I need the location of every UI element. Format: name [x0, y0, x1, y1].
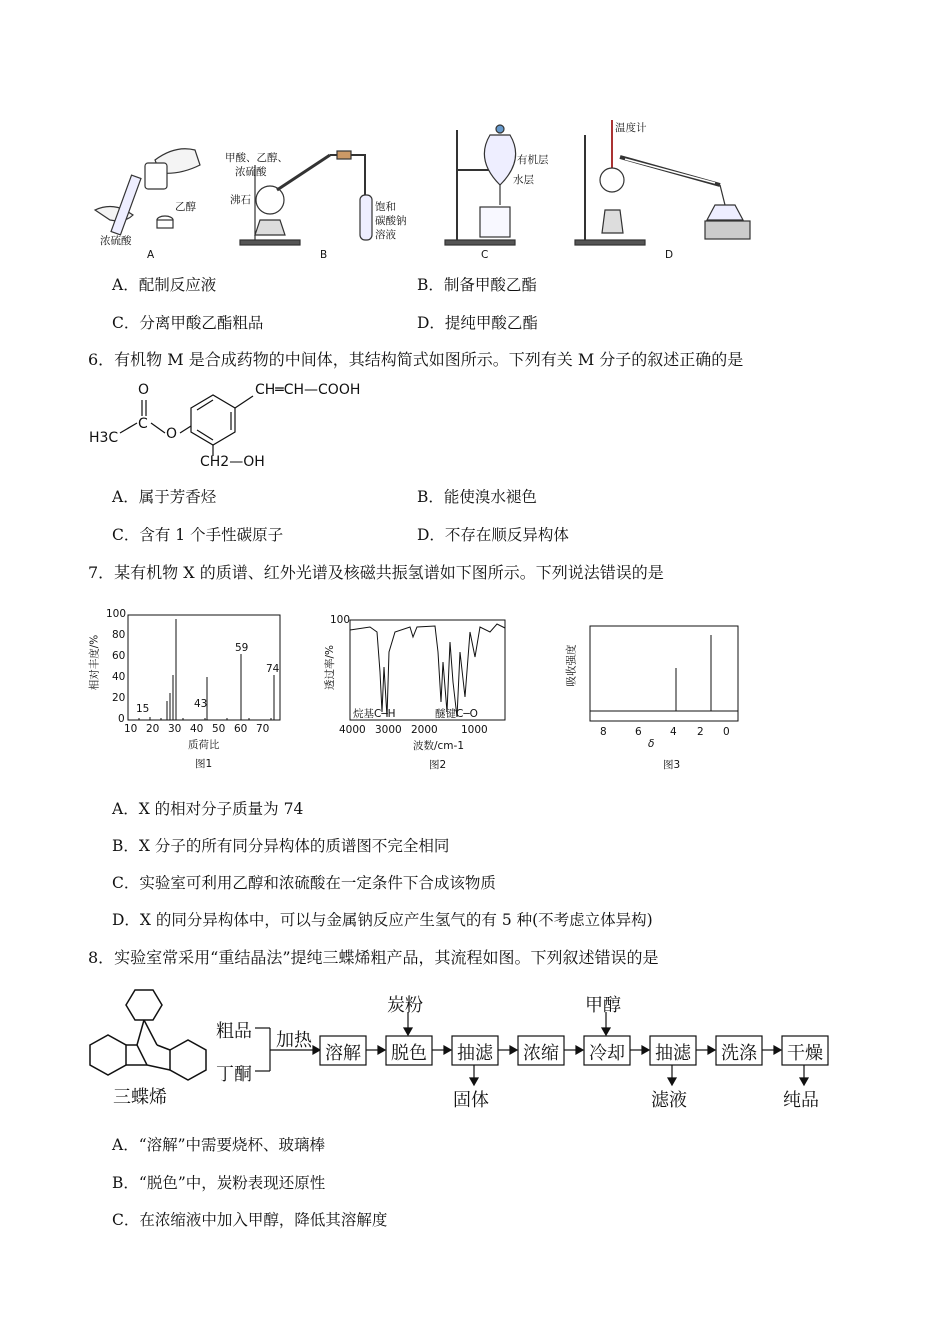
fig3-nmr-spectrum — [560, 618, 760, 778]
fig1-peak-label-74: 74 — [266, 663, 280, 675]
fig1-xtick-60: 60 — [234, 723, 248, 735]
struct-o-top: O — [138, 382, 150, 398]
fig3-xtick-4: 4 — [670, 726, 677, 738]
label-b-reagents-2: 浓硫酸 — [235, 166, 267, 178]
apparatus-a-drawing — [95, 149, 200, 235]
fig2-xtick-3000: 3000 — [375, 724, 402, 736]
q6-stem: 6．有机物 M 是合成药物的中间体，其结构简式如图所示。下列有关 M 分子的叙述正确的是 — [88, 350, 744, 369]
label-thermometer: 温度计 — [615, 122, 647, 134]
struct-o-ring: O — [166, 426, 178, 442]
label-water-layer: 水层 — [513, 174, 534, 186]
label-conc-sulfuric-acid: 浓硫酸 — [100, 235, 132, 247]
fig2-xtick-2000: 2000 — [411, 724, 438, 736]
fig1-peak-label-15: 15 — [136, 703, 150, 715]
flow-below-filtrate: 滤液 — [651, 1090, 687, 1111]
label-boiling-stone: 沸石 — [230, 194, 251, 206]
flow-step-dry: 干燥 — [787, 1043, 823, 1064]
fig1-peak-label-43: 43 — [194, 698, 208, 710]
q8-option-a: A．“溶解”中需要烧杯、玻璃棒 — [112, 1136, 326, 1154]
flow-above-carbon: 炭粉 — [387, 995, 423, 1016]
fig2-caption: 图2 — [429, 759, 447, 771]
flow-step-wash: 洗涤 — [721, 1043, 757, 1064]
q6-option-c: C．含有 1 个手性碳原子 — [112, 526, 284, 544]
apparatus-d-drawing — [575, 120, 750, 245]
flow-step-dissolve: 溶解 — [325, 1043, 361, 1064]
fig1-xtick-40: 40 — [190, 723, 204, 735]
flow-below-solid: 固体 — [453, 1090, 489, 1111]
fig3-xtick-8: 8 — [600, 726, 607, 738]
fig1-xtick-30: 30 — [168, 723, 182, 735]
fig2-ylabel: 透过率/% — [324, 644, 337, 691]
flow-input-butanone: 丁酮 — [216, 1064, 252, 1085]
fig3-caption: 图3 — [663, 759, 681, 771]
q7-option-c: C．实验室可利用乙醇和浓硫酸在一定条件下合成该物质 — [112, 874, 496, 892]
struct-h3c: H3C — [89, 430, 119, 446]
flow-step-filter-1: 抽滤 — [457, 1043, 493, 1064]
fig2-xtick-4000: 4000 — [339, 724, 366, 736]
fig1-ylabel: 相对丰度/% — [88, 634, 101, 691]
fig3-xtick-2: 2 — [697, 726, 704, 738]
label-saturated-2: 碳酸钠 — [375, 215, 407, 227]
q8-option-b: B．“脱色”中，炭粉表现还原性 — [112, 1174, 326, 1192]
flow-step-decolor: 脱色 — [391, 1043, 427, 1064]
triptycene-name: 三蝶烯 — [113, 1087, 167, 1108]
q6-option-b: B．能使溴水褪色 — [417, 488, 537, 506]
q7-option-b: B．X 分子的所有同分异构体的质谱图不完全相同 — [112, 837, 450, 855]
q5-apparatus-figure — [85, 115, 775, 265]
apparatus-drawings — [85, 115, 775, 265]
label-c: C — [481, 249, 489, 261]
q6-option-d: D．不存在顺反异构体 — [417, 526, 569, 544]
fig3-plot — [560, 618, 760, 778]
q7-option-a: A．X 的相对分子质量为 74 — [112, 800, 304, 818]
fig1-mass-spectrum — [90, 605, 290, 775]
fig2-plot — [325, 612, 525, 782]
label-saturated-3: 溶液 — [375, 229, 396, 241]
label-saturated-1: 饱和 — [375, 201, 396, 213]
q6-structure — [85, 378, 405, 473]
fig3-xlabel: δ — [648, 738, 655, 750]
fig1-ytick-80: 80 — [112, 629, 126, 641]
flow-above-methanol: 甲醇 — [585, 995, 621, 1016]
flow-heat: 加热 — [276, 1030, 312, 1051]
fig2-band-ether: 醚键C─O — [435, 708, 478, 720]
fig1-xlabel: 质荷比 — [188, 739, 220, 751]
struct-ch2oh: CH2—OH — [200, 454, 265, 470]
q6-option-a: A．属于芳香烃 — [112, 488, 217, 506]
q8-flowchart — [210, 990, 840, 1115]
fig1-ytick-0: 0 — [118, 713, 125, 725]
q5-option-b: B．制备甲酸乙酯 — [417, 276, 537, 294]
q5-option-d: D．提纯甲酸乙酯 — [417, 314, 538, 332]
fig1-xtick-20: 20 — [146, 723, 160, 735]
fig1-caption: 图1 — [195, 758, 213, 770]
label-b-reagents-1: 甲酸、乙醇、 — [225, 152, 288, 164]
flow-step-cool: 冷却 — [589, 1043, 625, 1064]
fig2-ir-spectrum — [325, 612, 525, 782]
flow-input-crude: 粗品 — [216, 1021, 252, 1042]
fig3-ylabel: 吸收强度 — [565, 644, 578, 687]
label-b: B — [320, 249, 328, 261]
struct-c: C — [138, 416, 148, 432]
label-ethanol: 乙醇 — [175, 201, 196, 213]
q5-option-c: C．分离甲酸乙酯粗品 — [112, 314, 264, 332]
q7-stem: 7．某有机物 X 的质谱、红外光谱及核磁共振氢谱如下图所示。下列说法错误的是 — [88, 563, 664, 582]
fig1-ytick-40: 40 — [112, 671, 126, 683]
fig1-ytick-100: 100 — [106, 608, 127, 620]
fig2-band-alkyl: 烷基C─H — [353, 708, 396, 720]
apparatus-c-drawing — [445, 125, 516, 245]
label-organic-layer: 有机层 — [517, 154, 549, 166]
q5-option-a: A．配制反应液 — [112, 276, 217, 294]
fig2-xlabel: 波数/cm-1 — [413, 740, 465, 752]
fig1-xtick-70: 70 — [256, 723, 270, 735]
flow-step-concentrate: 浓缩 — [523, 1043, 559, 1064]
fig3-xtick-6: 6 — [635, 726, 642, 738]
fig1-xtick-10: 10 — [124, 723, 138, 735]
fig1-ytick-20: 20 — [112, 692, 126, 704]
fig1-ytick-60: 60 — [112, 650, 126, 662]
fig2-ytick-100: 100 — [330, 614, 351, 626]
fig2-xtick-1000: 1000 — [461, 724, 488, 736]
q8-option-c: C．在浓缩液中加入甲醇，降低其溶解度 — [112, 1211, 388, 1229]
label-a: A — [147, 249, 155, 261]
triptycene-structure — [85, 985, 215, 1110]
struct-chain: CH═CH—COOH — [255, 382, 361, 398]
triptycene-drawing — [85, 985, 215, 1095]
flow-step-filter-2: 抽滤 — [655, 1043, 691, 1064]
label-d: D — [665, 249, 674, 261]
fig1-peak-label-59: 59 — [235, 642, 249, 654]
fig1-xtick-50: 50 — [212, 723, 226, 735]
fig3-xtick-0: 0 — [723, 726, 730, 738]
q7-option-d: D．X 的同分异构体中，可以与金属钠反应产生氢气的有 5 种(不考虑立体异构) — [112, 911, 653, 929]
flow-below-pure: 纯品 — [783, 1090, 819, 1111]
q8-stem: 8．实验室常采用“重结晶法”提纯三蝶烯粗产品，其流程如图。下列叙述错误的是 — [88, 948, 659, 967]
